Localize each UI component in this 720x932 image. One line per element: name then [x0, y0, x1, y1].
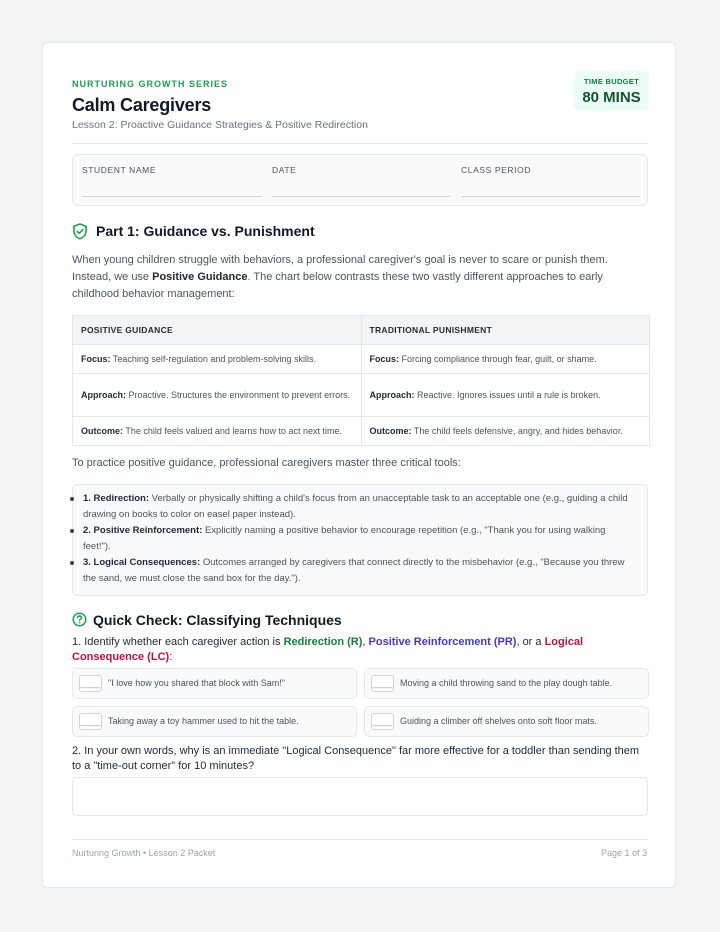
classify-option-1: [72, 668, 357, 699]
option-text: "I love how you shared that block with Sam!": [108, 678, 285, 688]
list-item: 1. Redirection: Verbally or physically shifting a child's focus from an unacceptable task to an acceptable one (e.g., guiding a child drawing on books to color on easel paper instead).: [83, 491, 635, 523]
list-item: 3. Logical Consequences: Outcomes arranged by caregivers that connect directly to the misbehavior (e.g., "Because you threw the sand, we must close the sand box for the day.").: [83, 555, 635, 587]
table-cell: Approach: Proactive. Structures the environment to prevent errors.: [73, 374, 362, 417]
footer-left: Nurturing Growth • Lesson 2 Packet: [72, 848, 216, 858]
option-text: Moving a child throwing sand to the play dough table.: [400, 678, 613, 688]
part1-intro: When young children struggle with behaviors, a professional caregiver's goal is never to scare or punish them. Instead, we use Positive Guidance. The chart below contrasts these two vastly different approaches to early childhood behavior management:: [72, 254, 608, 300]
answer-blank[interactable]: ____: [79, 713, 102, 730]
table-cell: Approach: Reactive. Ignores issues until a rule is broken.: [361, 374, 650, 417]
date-line: [272, 196, 450, 197]
lesson-subtitle: Lesson 2: Proactive Guidance Strategies & Positive Redirection: [72, 119, 368, 131]
table-cell: Focus: Forcing compliance through fear, guilt, or shame.: [361, 345, 650, 374]
footer-divider: [72, 839, 648, 840]
tools-intro: To practice positive guidance, professional caregivers master three critical tools:: [72, 457, 461, 469]
answer-blank[interactable]: ____: [371, 675, 394, 692]
table-cell: Outcome: The child feels valued and learns how to act next time.: [73, 417, 362, 446]
question-1: 1. Identify whether each caregiver action is Redirection (R), Positive Reinforcement (PR), or a Logical Consequence (LC):: [72, 636, 584, 663]
student-info-box: [72, 154, 648, 206]
time-budget-label: TIME BUDGET: [584, 77, 639, 86]
question-2: 2. In your own words, why is an immediate "Logical Consequence" far more effective for a toddler than sending them to a "time-out corner" for 10 minutes?: [72, 745, 640, 772]
page-title: Calm Caregivers: [72, 95, 212, 115]
table-row: [73, 345, 650, 374]
time-budget-badge: [574, 71, 649, 111]
student-name-line: [82, 196, 262, 197]
table-header-punishment: TRADITIONAL PUNISHMENT: [361, 316, 650, 345]
student-name-label: STUDENT NAME: [82, 165, 157, 175]
time-budget-value: 80 MINS: [582, 89, 641, 106]
quick-check-heading: Quick Check: Classifying Techniques: [93, 612, 342, 628]
shield-check-icon: [72, 223, 88, 240]
answer-box[interactable]: [72, 777, 648, 816]
option-text: Guiding a climber off shelves onto soft floor mats.: [400, 716, 597, 726]
class-period-line: [461, 196, 640, 197]
table-cell: Focus: Teaching self-regulation and problem-solving skills.: [73, 345, 362, 374]
table-cell: Outcome: The child feels defensive, angry, and hides behavior.: [361, 417, 650, 446]
question-circle-icon: [72, 612, 87, 627]
tools-box: [72, 484, 648, 596]
table-row: [73, 374, 650, 417]
answer-blank[interactable]: ____: [79, 675, 102, 692]
tools-list: [73, 485, 647, 587]
classify-option-4: [364, 706, 649, 737]
table-row: [73, 417, 650, 446]
table-header-positive: POSITIVE GUIDANCE: [73, 316, 362, 345]
part1-heading: Part 1: Guidance vs. Punishment: [96, 223, 315, 239]
worksheet-page: [42, 42, 676, 888]
classify-option-3: [72, 706, 357, 737]
comparison-table: [72, 315, 650, 446]
class-period-label: CLASS PERIOD: [461, 165, 532, 175]
header-divider: [72, 143, 648, 144]
page-number: Page 1 of 3: [600, 848, 647, 858]
option-text: Taking away a toy hammer used to hit the table.: [108, 716, 299, 726]
series-label: NURTURING GROWTH SERIES: [72, 79, 229, 89]
list-item: 2. Positive Reinforcement: Explicitly naming a positive behavior to encourage repetition (e.g., "Thank you for using walking feet!").: [83, 523, 635, 555]
date-label: DATE: [272, 165, 297, 175]
answer-blank[interactable]: ____: [371, 713, 394, 730]
classify-option-2: [364, 668, 649, 699]
